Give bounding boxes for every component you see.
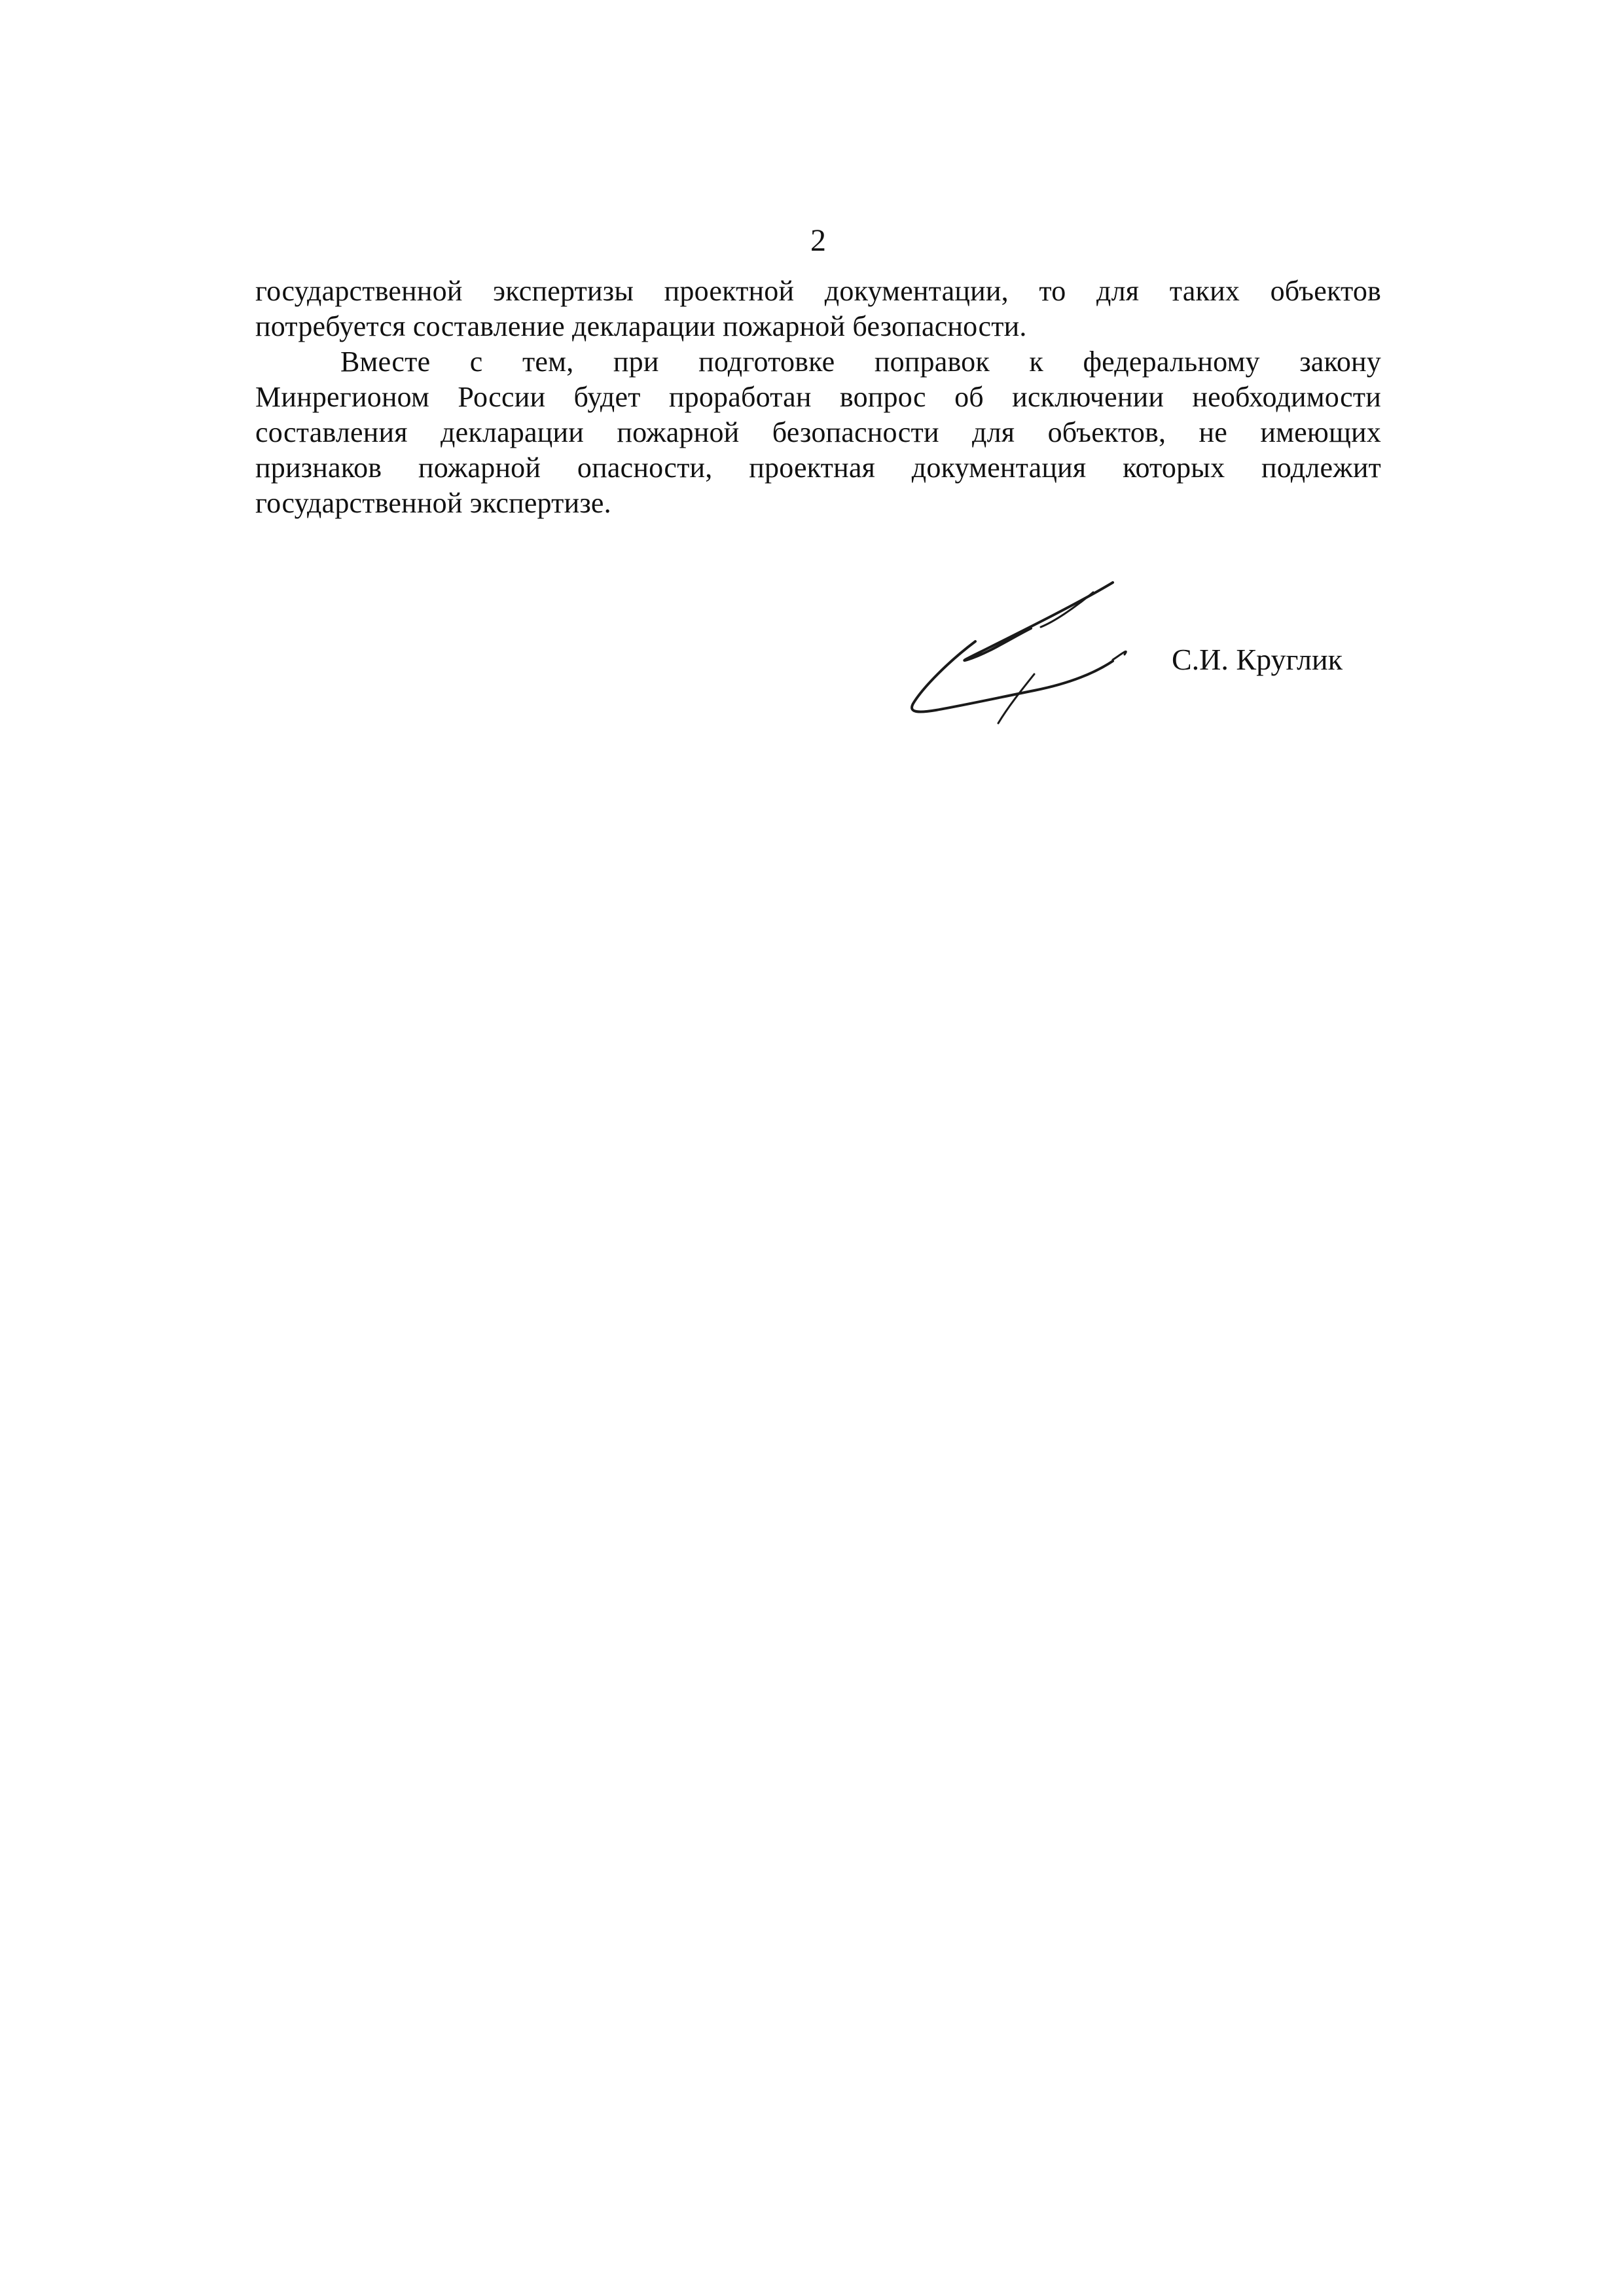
handwritten-signature <box>897 576 1159 733</box>
body-line-5: составления декларации пожарной безопасности для объектов, не имеющих <box>255 416 1381 448</box>
body-line-7: государственной экспертизе. <box>255 487 611 519</box>
page-number: 2 <box>810 223 826 258</box>
body-line-4: Минрегионом России будет проработан вопрос об исключении необходимости <box>255 381 1381 413</box>
body-line-3: Вместе с тем, при подготовке поправок к федеральному закону <box>340 346 1381 378</box>
body-line-6: признаков пожарной опасности, проектная документация которых подлежит <box>255 452 1381 484</box>
signer-name: С.И. Круглик <box>1172 643 1343 676</box>
letter-body <box>255 274 1381 521</box>
body-line-1: государственной экспертизы проектной документации, то для таких объектов <box>255 275 1381 307</box>
body-line-2: потребуется составление декларации пожарной безопасности. <box>255 310 1027 342</box>
